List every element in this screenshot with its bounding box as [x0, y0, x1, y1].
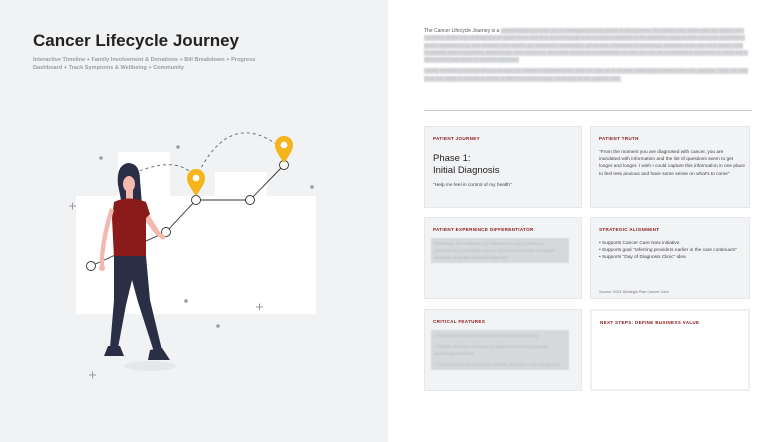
decor-plus-icon [69, 203, 76, 210]
intro-lead: The Cancer Lifecycle Journey is a [424, 28, 500, 34]
intro-text [424, 28, 752, 87]
card-patient-journey [424, 126, 582, 208]
milestone-node [246, 196, 255, 205]
phase-name: Initial Diagnosis [433, 165, 500, 176]
card-label: NEXT STEPS: DEFINE BUSINESS VALUE [600, 320, 700, 325]
card-differentiator [424, 217, 582, 299]
critical-features-box [431, 330, 569, 370]
bg-block-mid [215, 172, 267, 202]
dashed-arc-2 [196, 133, 284, 178]
page-title: Cancer Lifecycle Journey [33, 31, 239, 50]
decor-dot [99, 156, 103, 160]
location-pin-icon [187, 169, 205, 196]
phase-title [433, 153, 500, 177]
card-label: CRITICAL FEATURES [433, 319, 486, 324]
critical-item: • Interactive map of key steps in the patient journey [434, 333, 539, 338]
card-patient-truth [590, 126, 750, 208]
location-pin-icon [275, 136, 293, 163]
card-strategic-alignment [590, 217, 750, 299]
section-divider [424, 110, 752, 111]
patient-truth-text: "From the moment you are diagnosed with cancer, you are inundated with information and the list of questions seem to get longer and longer. I wish I could capture this information in one place to feel less anxious and have some sense on what's to come" [599, 150, 745, 177]
critical-item: • Central portal accessed by patient, providers and caregivers [434, 362, 560, 367]
differentiator-text: Roadmap that outlines key milestones and provides a centralized, trustworthy source of information and a support network, all at the patient's fingertips [434, 241, 555, 260]
strategic-item: • Supports "Day of Diagnosis Clinic" idea [599, 255, 686, 261]
card-label: STRATEGIC ALIGNMENT [599, 227, 660, 232]
decor-dot [184, 299, 188, 303]
decor-dot [310, 185, 314, 189]
milestone-node [192, 196, 201, 205]
strategic-item: • Supports Cancer Care Now initiative [599, 241, 680, 246]
milestone-node [87, 262, 96, 271]
intro-paragraph-2: Family members and friends can access the payment protected link and can sign up to receive notifications when there are updates. They will also have the ability to donate to either to MFP research teams, or directly to the patients bills. [424, 68, 748, 82]
decor-dot [216, 324, 220, 328]
phase-number: Phase 1: [433, 153, 471, 164]
card-next-steps [590, 309, 750, 391]
patient-quote: "Help me feel in control of my health" [433, 183, 512, 188]
card-label: PATIENT TRUTH [599, 136, 639, 141]
strategic-source: Source: 2021 Strategic Plan Cancer Care [599, 290, 669, 294]
card-critical-features [424, 309, 582, 391]
differentiator-text-box [431, 238, 569, 263]
card-label: PATIENT JOURNEY [433, 136, 480, 141]
decor-plus-icon [89, 372, 96, 379]
decor-dot [176, 145, 180, 149]
critical-item: • Holistic resource focused on patient well-being beyond traditional medicine [434, 344, 548, 356]
feature-subtitle: Interactive Timeline + Family Involvement & Donations + Bill Breakdown + Progress Dashboard + Track Symptoms & Wellbeing + Community [33, 57, 256, 71]
intro-paragraph-1: personalized tool that can be leveraged at any phase of the journey. The doctor can share with the patient and caretaker at the day of diagnosis to guide them and their loves through a personalized timeline of the potential steps to help everyone understand what's expected (e.g. see primary care doctor, get referred to oncologist, get biopsy, determine if cancerous, potential tests, see next steps, read frequently asked questions, general tips and resources, and have access to a community so that you can be connected to survivors or reach out to others that have been in a similar situation. [424, 28, 749, 64]
strategic-item: • Supports goal "referring providers earlier in the care continuum" [599, 248, 738, 254]
strategic-list [599, 240, 745, 262]
card-label: PATIENT EXPERIENCE DIFFERENTIATOR [433, 227, 534, 232]
